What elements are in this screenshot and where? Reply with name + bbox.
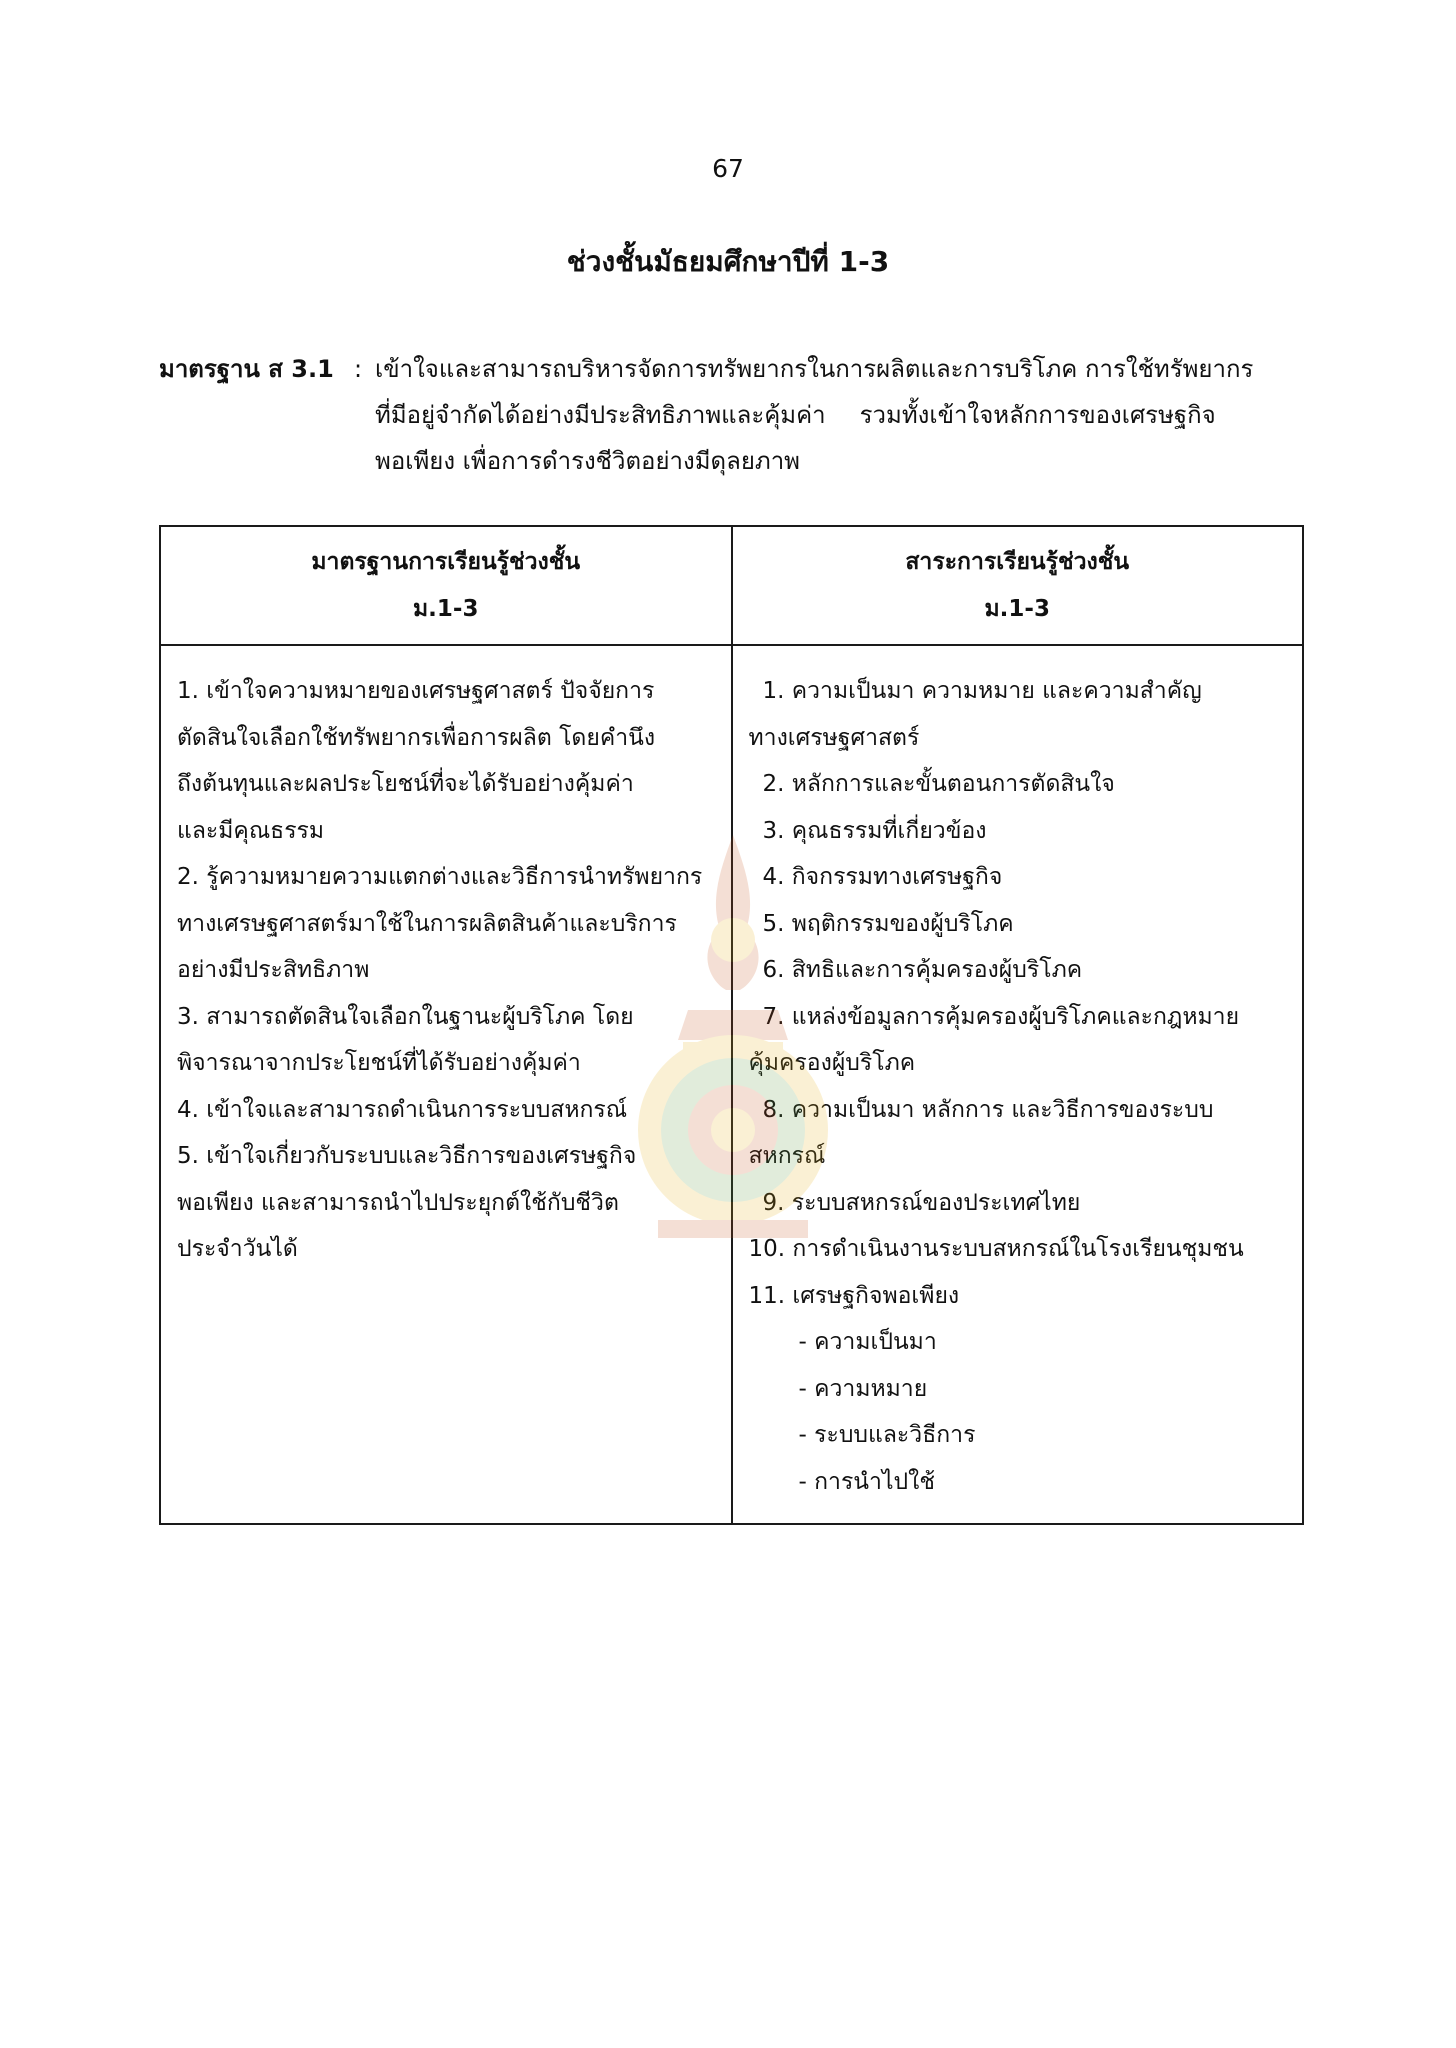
header-learning-content <box>732 526 1304 645</box>
list-item: 3. คุณธรรมที่เกี่ยวข้อง <box>762 817 987 844</box>
page-title: ช่วงชั้นมัธยมศึกษาปีที่ 1-3 <box>566 245 890 278</box>
standard-line <box>375 392 1311 438</box>
list-item: 5. พฤติกรรมของผู้บริโภค <box>762 910 1014 937</box>
standard-line-part: รวมทั้งเข้าใจหลักการของเศรษฐกิจ <box>859 401 1216 429</box>
standard-line: พอเพียง เพื่อการดำรงชีวิตอย่างมีดุลยภาพ <box>375 447 800 475</box>
list-item: ทางเศรษฐศาสตร์ <box>748 724 920 751</box>
list-item: 9. ระบบสหกรณ์ของประเทศไทย <box>762 1189 1081 1216</box>
standard-colon: : <box>354 355 363 383</box>
list-item: 5. เข้าใจเกี่ยวกับระบบและวิธีการของเศรษฐกิจ <box>177 1143 637 1169</box>
header-line: ม.1-3 <box>413 595 479 622</box>
header-learning-standards <box>160 526 732 645</box>
standard-description <box>375 346 1311 484</box>
list-item: 3. สามารถตัดสินใจเลือกในฐานะผู้บริโภค โดย <box>177 1003 634 1030</box>
header-line: มาตรฐานการเรียนรู้ช่วงชั้น <box>311 548 581 575</box>
learning-content-cell <box>732 645 1304 1524</box>
list-item: - ความเป็นมา <box>798 1329 937 1355</box>
learning-standards-cell <box>160 645 732 1524</box>
list-item: 10. การดำเนินงานระบบสหกรณ์ในโรงเรียนชุมชน <box>748 1236 1244 1262</box>
list-item: 11. เศรษฐกิจพอเพียง <box>748 1282 960 1309</box>
list-item: 4. เข้าใจและสามารถดำเนินการระบบสหกรณ์ <box>177 1096 628 1123</box>
list-item: ทางเศรษฐศาสตร์มาใช้ในการผลิตสินค้าและบริการ <box>177 910 677 937</box>
list-item: คุ้มครองผู้บริโภค <box>748 1050 916 1076</box>
table-header-row <box>160 526 1303 645</box>
list-item: 7. แหล่งข้อมูลการคุ้มครองผู้บริโภคและกฎหมาย <box>762 1003 1240 1030</box>
standard-line: เข้าใจและสามารถบริหารจัดการทรัพยากรในการผลิตและการบริโภค การใช้ทรัพยากร <box>375 355 1254 383</box>
list-item: ถึงต้นทุนและผลประโยชน์ที่จะได้รับอย่างคุ้มค่า <box>177 771 634 797</box>
list-item: ตัดสินใจเลือกใช้ทรัพยากรเพื่อการผลิต โดยคำนึง <box>177 724 656 751</box>
list-item: ประจำวันได้ <box>177 1236 298 1262</box>
standard-line-part: ที่มีอยู่จำกัดได้อย่างมีประสิทธิภาพและคุ้มค่า <box>375 401 826 429</box>
list-item: - การนำไปใช้ <box>798 1468 935 1495</box>
list-item: 1. ความเป็นมา ความหมาย และความสำคัญ <box>762 678 1202 704</box>
list-item: สหกรณ์ <box>748 1143 826 1169</box>
list-item: 2. รู้ความหมายความแตกต่างและวิธีการนำทรัพยากร <box>177 864 703 890</box>
list-item: และมีคุณธรรม <box>177 817 325 844</box>
table-body-row <box>160 645 1303 1524</box>
list-item: อย่างมีประสิทธิภาพ <box>177 957 370 983</box>
list-item: - ระบบและวิธีการ <box>798 1422 976 1448</box>
curriculum-table <box>159 525 1304 1525</box>
header-line: ม.1-3 <box>984 595 1050 622</box>
page-number: 67 <box>712 154 744 183</box>
list-item: พอเพียง และสามารถนำไปประยุกต์ใช้กับชีวิต <box>177 1189 619 1216</box>
list-item: 1. เข้าใจความหมายของเศรษฐศาสตร์ ปัจจัยการ <box>177 678 655 704</box>
list-item: - ความหมาย <box>798 1375 928 1402</box>
list-item: 4. กิจกรรมทางเศรษฐกิจ <box>762 864 1003 890</box>
list-item: 2. หลักการและขั้นตอนการตัดสินใจ <box>762 771 1115 797</box>
header-line: สาระการเรียนรู้ช่วงชั้น <box>905 548 1130 575</box>
standard-label: มาตรฐาน ส 3.1 <box>159 355 334 383</box>
list-item: 6. สิทธิและการคุ้มครองผู้บริโภค <box>762 957 1083 983</box>
list-item: 8. ความเป็นมา หลักการ และวิธีการของระบบ <box>762 1096 1214 1123</box>
list-item: พิจารณาจากประโยชน์ที่ได้รับอย่างคุ้มค่า <box>177 1050 581 1076</box>
